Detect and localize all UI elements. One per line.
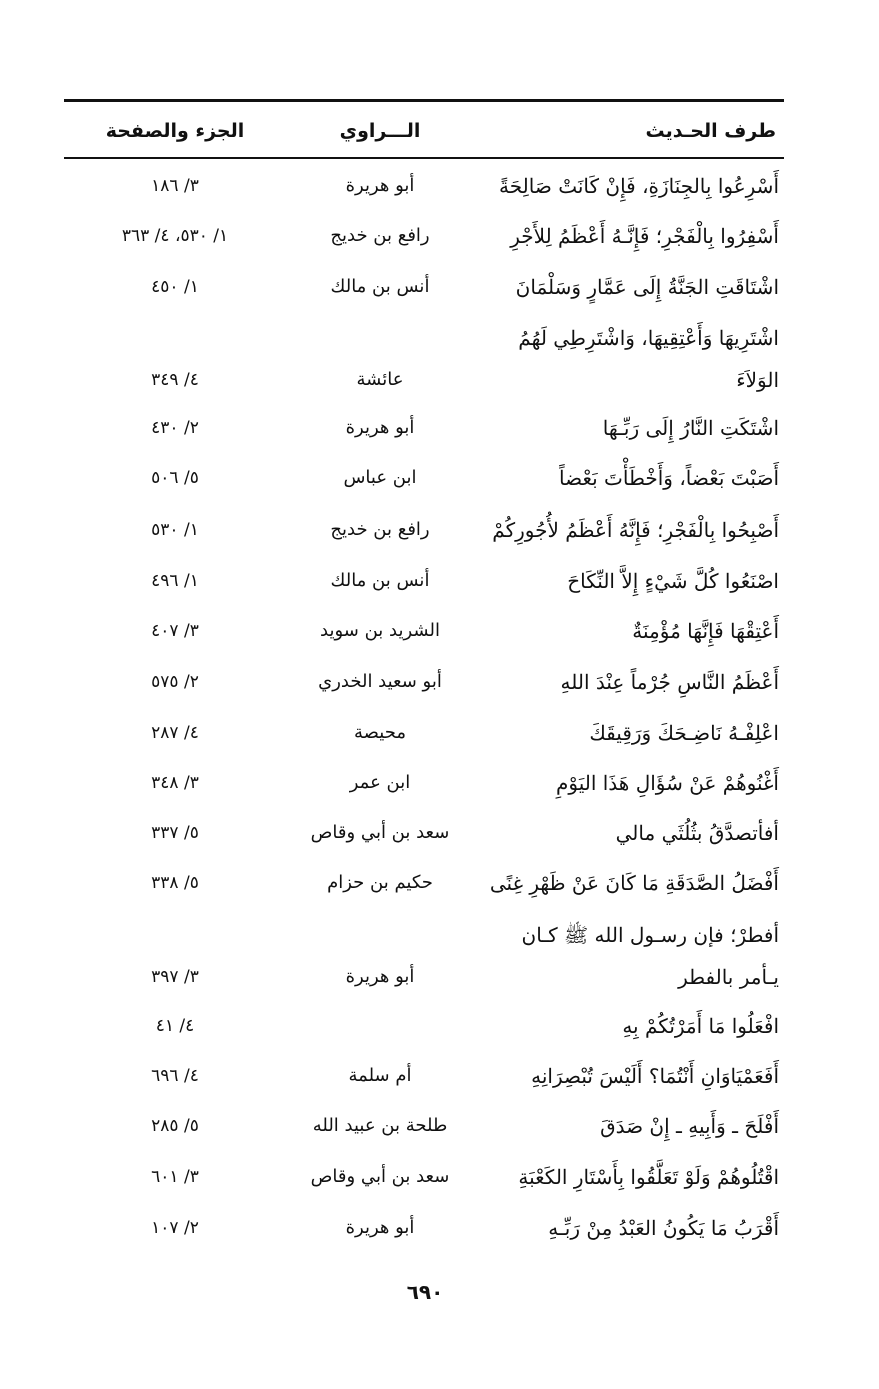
narrator-name: أبو هريرة: [345, 1217, 415, 1238]
volume-page-ref: ٣/ ٣٩٧: [151, 967, 199, 987]
table-row: [0, 915, 879, 955]
narrator-name: محيصة: [354, 722, 406, 743]
table-row: [0, 318, 879, 358]
hadith-text: يـأمر بالفطر: [678, 965, 779, 989]
volume-page-ref: ٥/ ٥٠٦: [151, 468, 199, 488]
narrator-name: الشريد بن سويد: [320, 620, 440, 641]
volume-page-ref: ٣/ ١٨٦: [151, 176, 199, 196]
narrator-name: أم سلمة: [348, 1065, 412, 1086]
volume-page-ref: ١/ ٥٣٠: [151, 520, 199, 540]
narrator-name: سعد بن أبي وقاص: [310, 1166, 450, 1187]
hadith-text: أفأتصدَّقُ بثُلُثَي مالي: [615, 821, 779, 845]
narrator-name: رافع بن خديج: [330, 519, 430, 540]
hadith-text: اشْتَرِيهَا وَأَعْتِقِيهَا، وَاشْتَرِطِي لَهُمُ: [518, 326, 779, 350]
volume-page-ref: ٤/ ٤١: [155, 1016, 195, 1036]
table-row: [0, 611, 879, 651]
volume-page-ref: ٢/ ٥٧٥: [151, 672, 199, 692]
narrator-name: أبو هريرة: [345, 966, 415, 987]
volume-page-ref: ٤/ ٦٩٦: [151, 1066, 199, 1086]
hadith-text: أَفْضَلُ الصَّدَقَةِ مَا كَانَ عَنْ ظَهْرِ غِنًى: [489, 871, 779, 895]
page-number: ٦٩٠: [406, 1280, 444, 1304]
hadith-text: أَغْنُوهُمْ عَنْ سُؤَالِ هَذَا اليَوْمِ: [555, 771, 779, 795]
hadith-text: أَفْلَحَ ـ وَأَبِيهِ ـ إِنْ صَدَقَ: [600, 1114, 779, 1138]
volume-page-ref: ٤/ ٢٨٧: [151, 723, 199, 743]
volume-page-ref: ٥/ ٣٣٧: [151, 823, 199, 843]
table-row: [0, 216, 879, 256]
table-row: [0, 1056, 879, 1096]
table-row: [0, 1006, 879, 1046]
volume-page-ref: ١/ ٤٩٦: [151, 571, 199, 591]
table-row: [0, 166, 879, 206]
column-header-volume-page: الجزء والصفحة: [105, 120, 245, 142]
hadith-text: أَعْتِقْهَا فَإِنَّهَا مُؤْمِنَةٌ: [632, 619, 779, 643]
table-row: [0, 458, 879, 498]
volume-page-ref: ٥/ ٢٨٥: [151, 1116, 199, 1136]
narrator-name: أبو سعيد الخدري: [318, 671, 442, 692]
hadith-text: أَصْبِحُوا بِالْفَجْرِ؛ فَإِنَّهُ أَعْظَمُ لأُجُورِكُمْ: [492, 518, 779, 542]
hadith-text: أَقْرَبُ مَا يَكُونُ العَبْدُ مِنْ رَبِّـهِ: [548, 1216, 779, 1240]
narrator-name: حكيم بن حزام: [327, 872, 433, 893]
hadith-text: اصْنَعُوا كُلَّ شَيْءٍ إِلاَّ النِّكَاحَ: [567, 569, 779, 593]
hadith-text: افْعَلُوا مَا أَمَرْتُكُمْ بِهِ: [622, 1014, 779, 1038]
volume-page-ref: ٤/ ٣٤٩: [151, 370, 199, 390]
column-header-hadith: طرف الحـديث: [645, 120, 776, 142]
volume-page-ref: ٥/ ٣٣٨: [151, 873, 199, 893]
hadith-text: أَعْظَمُ النَّاسِ جُرْماً عِنْدَ اللهِ: [560, 670, 779, 694]
hadith-text: اشْتَاقَتِ الجَنَّةُ إِلَى عَمَّارٍ وَسَلْمَانَ: [515, 275, 779, 299]
narrator-name: أنس بن مالك: [330, 570, 430, 591]
hadith-text: أَسْرِعُوا بِالجِنَازَةِ، فَإِنْ كَانَتْ صَالِحَةً: [499, 174, 779, 198]
table-row: [0, 1157, 879, 1197]
narrator-name: رافع بن خديج: [330, 225, 430, 246]
table-row: [0, 267, 879, 307]
table-row: [0, 662, 879, 702]
table-row: [0, 360, 879, 400]
narrator-name: ابن عباس: [343, 467, 417, 488]
narrator-name: أنس بن مالك: [330, 276, 430, 297]
table-row: [0, 713, 879, 753]
narrator-name: سعد بن أبي وقاص: [310, 822, 450, 843]
table-row: [0, 1208, 879, 1248]
volume-page-ref: ٣/ ٦٠١: [151, 1167, 199, 1187]
narrator-name: ابن عمر: [349, 772, 411, 793]
table-row: [0, 863, 879, 903]
volume-page-ref: ٢/ ١٠٧: [151, 1218, 199, 1238]
hadith-text: أَصَبْتَ بَعْضاً، وَأَخْطَأْتَ بَعْضاً: [559, 466, 779, 490]
volume-page-ref: ١/ ٥٣٠، ٤/ ٣٦٣: [121, 226, 229, 246]
hadith-text: اقْتُلُوهُمْ وَلَوْ تَعَلَّقُوا بِأَسْتَارِ الكَعْبَةِ: [518, 1165, 779, 1189]
narrator-name: طلحة بن عبيد الله: [312, 1115, 448, 1136]
hadith-text: أفطرْ؛ فإن رسـول الله ﷺ كـان: [521, 923, 779, 947]
table-row: [0, 957, 879, 997]
volume-page-ref: ٣/ ٣٤٨: [151, 773, 199, 793]
column-header-narrator: الـــراوي: [339, 120, 421, 142]
volume-page-ref: ٢/ ٤٣٠: [151, 418, 199, 438]
table-row: [0, 408, 879, 448]
table-row: [0, 1106, 879, 1146]
table-row: [0, 561, 879, 601]
table-row: [0, 813, 879, 853]
narrator-name: عائشة: [356, 369, 404, 390]
narrator-name: أبو هريرة: [345, 175, 415, 196]
hadith-text: اشْتَكَتِ النَّارُ إِلَى رَبِّـهَا: [602, 416, 779, 440]
table-row: [0, 510, 879, 550]
hadith-text: أَسْفِرُوا بِالْفَجْرِ؛ فَإِنَّـهُ أَعْظَمُ لِلأَجْرِ: [510, 224, 779, 248]
hadith-text: اعْلِفْـهُ نَاضِـحَكَ وَرَقِيقَكَ: [589, 721, 779, 745]
narrator-name: أبو هريرة: [345, 417, 415, 438]
table-row: [0, 763, 879, 803]
volume-page-ref: ١/ ٤٥٠: [151, 277, 199, 297]
volume-page-ref: ٣/ ٤٠٧: [151, 621, 199, 641]
hadith-text: الوَلاَءَ: [736, 368, 779, 392]
hadith-text: أَفَعَمْيَاوَانِ أَنْتُمَا؟ أَلَيْسَ تُبْصِرَانِهِ: [531, 1064, 779, 1088]
